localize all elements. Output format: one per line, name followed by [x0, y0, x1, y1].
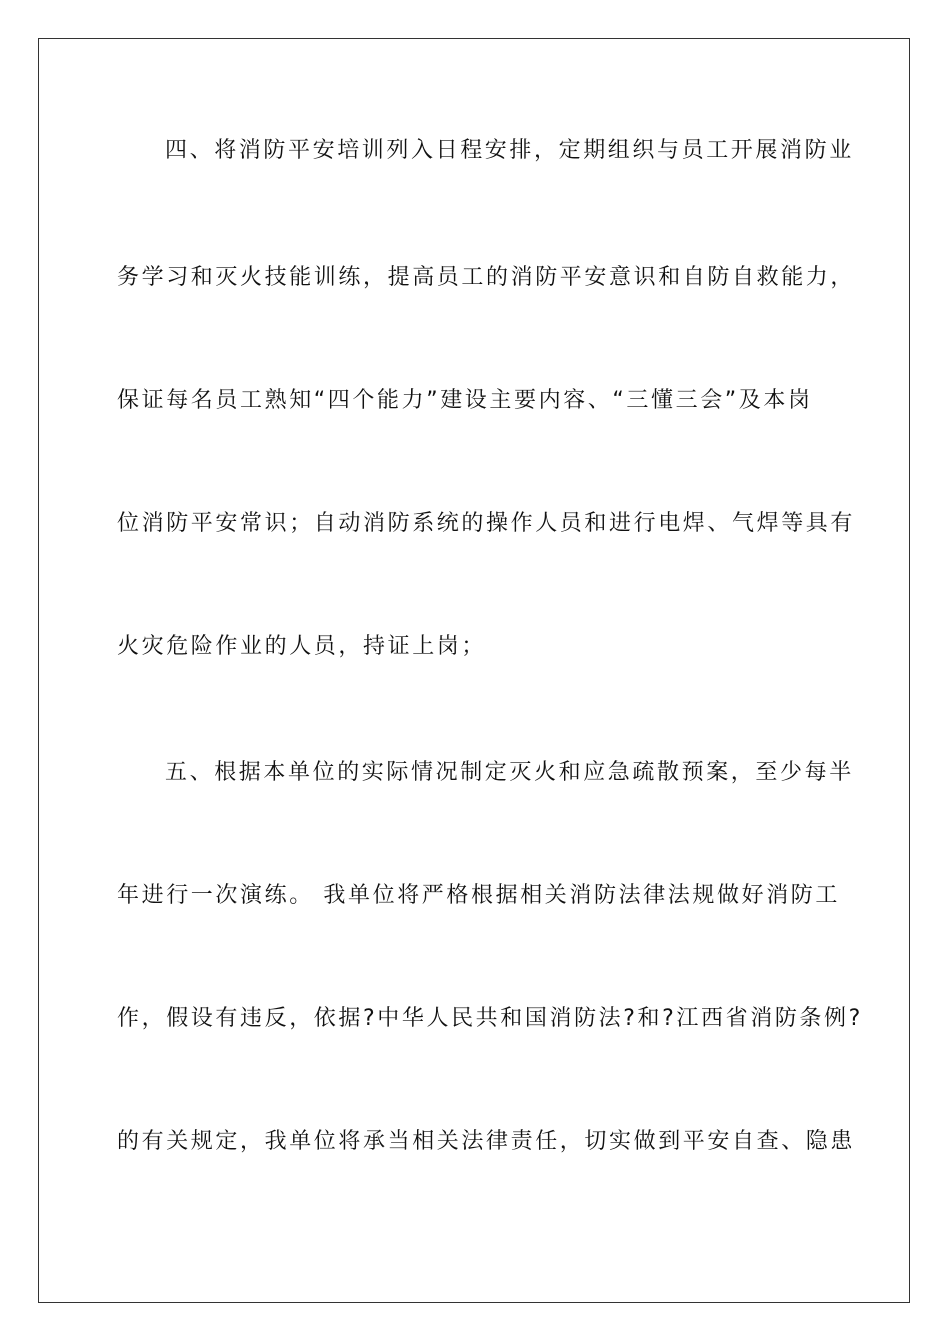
paragraph-4-line-1: 四、将消防平安培训列入日程安排，定期组织与员工开展消防业 [165, 138, 854, 163]
paragraph-4-line-3: 保证每名员工熟知“四个能力”建设主要内容、“三懂三会”及本岗 [117, 388, 813, 413]
paragraph-5-line-4: 的有关规定，我单位将承当相关法律责任，切实做到平安自查、隐患 [117, 1129, 856, 1154]
paragraph-5-line-2: 年进行一次演练。 我单位将严格根据相关消防法律法规做好消防工 [117, 883, 840, 908]
paragraph-4-line-2: 务学习和灭火技能训练，提高员工的消防平安意识和自防自救能力， [117, 265, 856, 290]
paragraph-4-line-5: 火灾危险作业的人员，持证上岗； [117, 634, 487, 659]
paragraph-5-line-1: 五、根据本单位的实际情况制定灭火和应急疏散预案，至少每半 [165, 760, 854, 785]
paragraph-4-line-4: 位消防平安常识；自动消防系统的操作人员和进行电焊、气焊等具有 [117, 511, 856, 536]
paragraph-5-line-3: 作，假设有违反，依据?中华人民共和国消防法?和?江西省消防条例? [117, 1006, 863, 1031]
page-border [38, 38, 910, 1303]
